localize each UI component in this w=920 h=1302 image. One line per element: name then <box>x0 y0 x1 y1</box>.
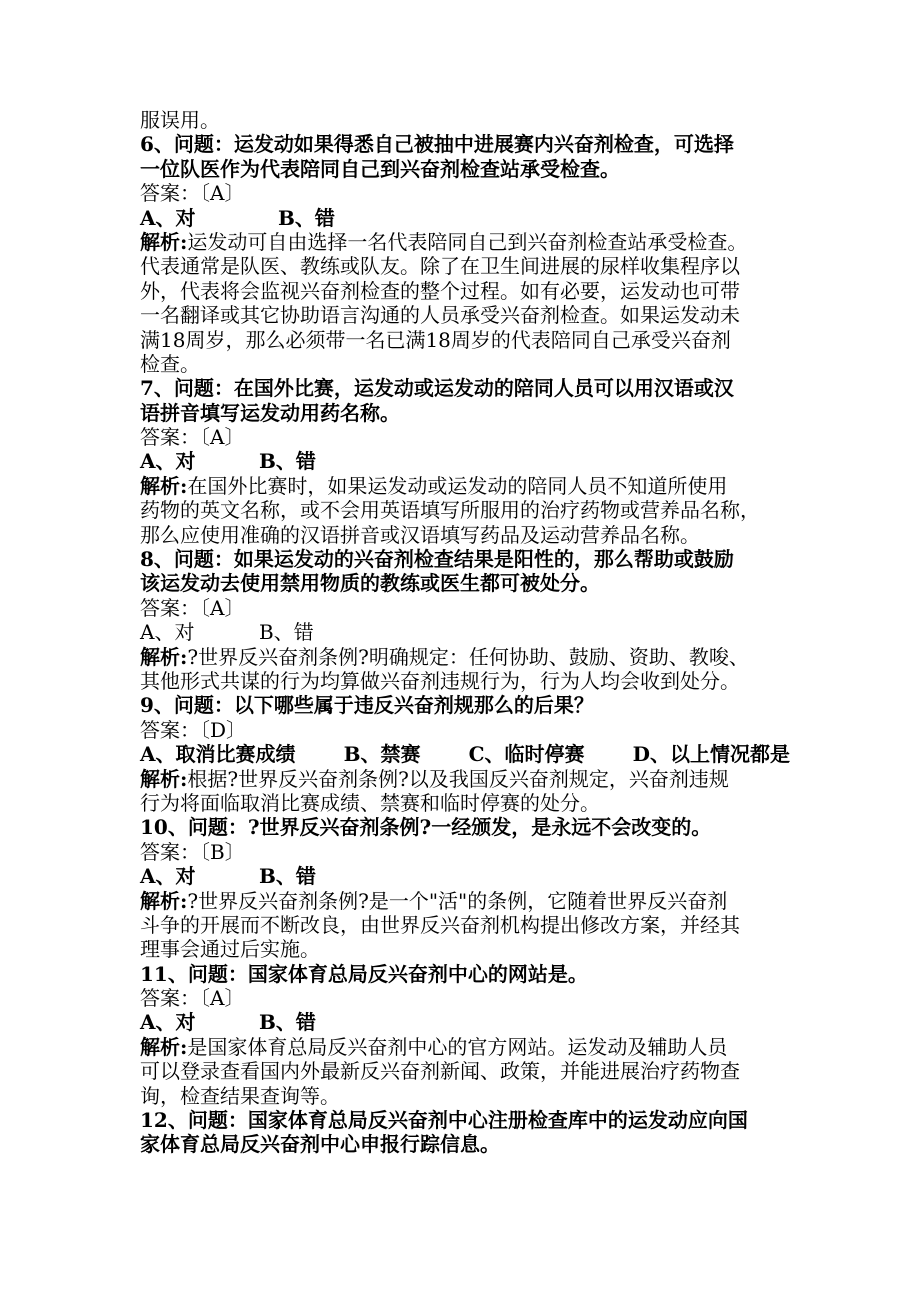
explanation-line <box>140 669 800 693</box>
answer-line: 答案：〔A〕 <box>140 986 245 1011</box>
explanation-label: 解析: <box>140 473 188 498</box>
explanation-text: 满18周岁，那么必须带一名已满18周岁的代表陪同自己承受兴奋剂 <box>140 327 731 352</box>
explanation-line <box>140 645 800 669</box>
explanation-text: 询，检查结果查询等。 <box>140 1083 340 1108</box>
explanation-label: 解析: <box>140 1034 188 1059</box>
question-text: 6、问题：运发动如果得悉自己被抽中进展赛内兴奋剂检查，可选择 <box>140 132 734 157</box>
explanation-line <box>140 498 800 522</box>
explanation-line <box>140 1059 800 1083</box>
option-label: B、错 <box>259 1010 316 1035</box>
question-block <box>140 132 800 376</box>
question-text: 12、问题：国家体育总局反兴奋剂中心注册检查库中的运发动应向国 <box>140 1108 748 1133</box>
options-row <box>140 449 800 473</box>
question-text: 语拼音填写运发动用药名称。 <box>140 400 400 425</box>
option-label: B、禁赛 <box>343 742 421 767</box>
continuation-text: 服误用。 <box>140 108 220 132</box>
explanation-text: 在国外比赛时，如果运发动或运发动的陪同人员不知道所使用 <box>187 473 728 498</box>
explanation-text: ?世界反兴奋剂条例?是一个"活"的条例，它随着世界反兴奋剂 <box>187 888 728 913</box>
explanation-line <box>140 913 800 937</box>
option-label: B、错 <box>278 205 335 230</box>
question-block <box>140 693 800 815</box>
explanation-line <box>140 767 800 791</box>
option-label: A、对 <box>140 864 196 889</box>
explanation-text: 代表通常是队医、教练或队友。除了在卫生间进展的尿样收集程序以 <box>140 254 740 279</box>
question-block <box>140 815 800 961</box>
option-label: B、错 <box>259 449 316 474</box>
explanation-text: 药物的英文名称，或不会用英语填写所服用的治疗药物或营养品名称， <box>140 498 760 523</box>
option-label: A、对 <box>140 205 196 230</box>
question-block <box>140 962 800 1108</box>
explanation-label: 解析: <box>140 766 188 791</box>
options-row <box>140 864 800 888</box>
explanation-text: 理事会通过后实施。 <box>140 937 320 962</box>
explanation-line <box>140 1035 800 1059</box>
options-row <box>140 206 800 230</box>
explanation-label: 解析: <box>140 888 188 913</box>
explanation-text: 外，代表将会监视兴奋剂检查的整个过程。如有必要，运发动也可带 <box>140 278 740 303</box>
explanation-line <box>140 352 800 376</box>
explanation-text: 检查。 <box>140 351 200 376</box>
explanation-line <box>140 889 800 913</box>
answer-line: 答案：〔A〕 <box>140 425 245 450</box>
explanation-line <box>140 523 800 547</box>
question-text: 10、问题：?世界反兴奋剂条例?一经颁发，是永远不会改变的。 <box>140 815 712 840</box>
explanation-text: 是国家体育总局反兴奋剂中心的官方网站。运发动及辅助人员 <box>187 1034 728 1059</box>
question-text: 9、问题：以下哪些属于违反兴奋剂规那么的后果？ <box>140 693 594 718</box>
explanation-text: 那么应使用准确的汉语拼音或汉语填写药品及运动营养品名称。 <box>140 522 700 547</box>
explanation-line <box>140 254 800 278</box>
question-text: 11、问题：国家体育总局反兴奋剂中心的网站是。 <box>140 961 588 986</box>
option-label: C、临时停赛 <box>468 742 585 767</box>
options-row <box>140 742 790 766</box>
explanation-line <box>140 1084 800 1108</box>
explanation-text: ?世界反兴奋剂条例?明确规定：任何协助、鼓励、资助、教唆、 <box>187 644 749 669</box>
option-label: A、对 <box>140 620 195 645</box>
question-block <box>140 1108 800 1157</box>
explanation-text: 可以登录查看国内外最新反兴奋剂新闻、政策，并能进展治疗药物查 <box>140 1059 740 1084</box>
explanation-text: 行为将面临取消比赛成绩、禁赛和临时停赛的处分。 <box>140 790 600 815</box>
question-block <box>140 547 800 693</box>
explanation-line <box>140 230 800 254</box>
question-text: 一位队医作为代表陪同自己到兴奋剂检查站承受检查。 <box>140 156 620 181</box>
options-row <box>140 620 800 644</box>
explanation-text: 根据?世界反兴奋剂条例?以及我国反兴奋剂规定，兴奋剂违规 <box>187 766 729 791</box>
explanation-line <box>140 937 800 961</box>
question-text: 8、问题：如果运发动的兴奋剂检查结果是阳性的，那么帮助或鼓励 <box>140 547 734 572</box>
answer-line: 答案：〔A〕 <box>140 595 245 620</box>
options-row <box>140 1010 800 1034</box>
option-label: A、对 <box>140 449 196 474</box>
answer-line: 答案：〔B〕 <box>140 839 245 864</box>
question-block <box>140 376 800 547</box>
question-text: 家体育总局反兴奋剂中心申报行踪信息。 <box>140 1132 500 1157</box>
option-label: D、以上情况都是 <box>632 742 790 767</box>
option-label: B、错 <box>259 620 314 645</box>
explanation-line <box>140 791 800 815</box>
answer-line: 答案：〔A〕 <box>140 181 245 206</box>
option-label: A、对 <box>140 1010 196 1035</box>
option-label: A、取消比赛成绩 <box>140 742 296 767</box>
explanation-line <box>140 474 800 498</box>
explanation-text: 一名翻译或其它协助语言沟通的人员承受兴奋剂检查。如果运发动未 <box>140 303 740 328</box>
explanation-text: 运发动可自由选择一名代表陪同自己到兴奋剂检查站承受检查。 <box>187 229 748 254</box>
explanation-line <box>140 328 800 352</box>
explanation-text: 斗争的开展而不断改良，由世界反兴奋剂机构提出修改方案，并经其 <box>140 912 740 937</box>
explanation-label: 解析: <box>140 644 188 669</box>
option-label: B、错 <box>259 864 316 889</box>
question-text: 7、问题：在国外比赛，运发动或运发动的陪同人员可以用汉语或汉 <box>140 376 734 401</box>
explanation-line <box>140 279 800 303</box>
document-page <box>140 108 800 1157</box>
explanation-line <box>140 303 800 327</box>
answer-line: 答案：〔D〕 <box>140 717 247 742</box>
explanation-text: 其他形式共谋的行为均算做兴奋剂违规行为，行为人均会收到处分。 <box>140 668 740 693</box>
question-text: 该运发动去使用禁用物质的教练或医生都可被处分。 <box>140 571 600 596</box>
explanation-label: 解析: <box>140 229 188 254</box>
